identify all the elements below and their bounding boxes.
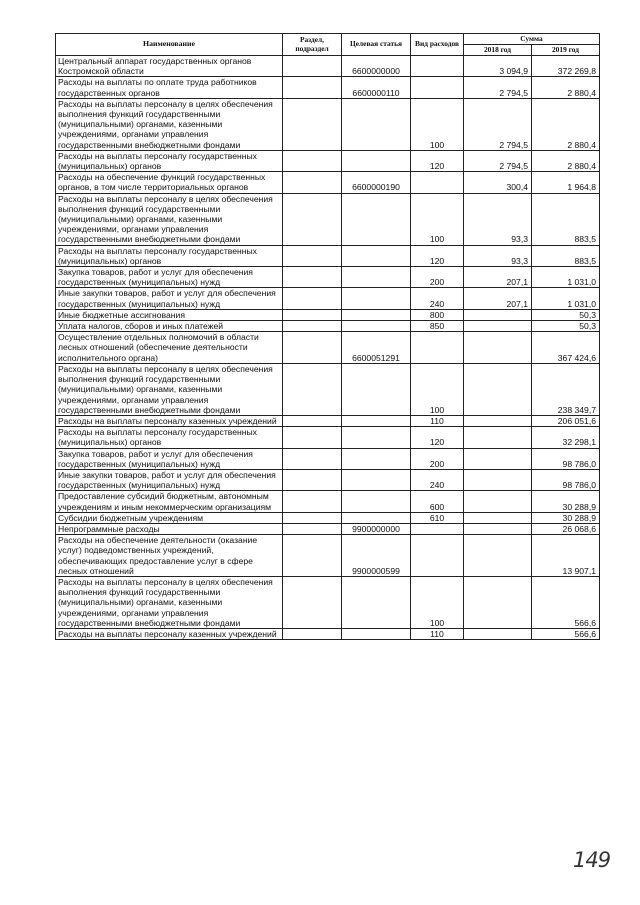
row-sum-2019: 566,6	[532, 628, 600, 639]
row-sum-2019: 238 349,7	[532, 363, 600, 415]
row-name: Расходы на выплаты персоналу государственных (муниципальных) органов	[56, 150, 283, 171]
row-section	[283, 512, 342, 523]
row-sum-2019: 206 051,6	[532, 415, 600, 426]
row-section	[283, 98, 342, 150]
row-sum-2018	[464, 415, 532, 426]
table-row	[56, 332, 600, 364]
row-name: Предоставление субсидий бюджетным, автономным учреждениям и иным некоммерческим организациям	[56, 491, 283, 512]
table-row	[56, 427, 600, 448]
row-name: Уплата налогов, сборов и иных платежей	[56, 321, 283, 332]
row-type: 100	[411, 98, 464, 150]
row-sum-2018	[464, 491, 532, 512]
row-section	[283, 150, 342, 171]
row-name: Центральный аппарат государственных органов Костромской области	[56, 56, 283, 77]
row-sum-2019: 566,6	[532, 576, 600, 628]
row-section	[283, 523, 342, 534]
header-sum: Сумма	[464, 34, 600, 45]
row-sum-2018: 93,3	[464, 245, 532, 266]
row-sum-2018: 207,1	[464, 288, 532, 309]
table-row	[56, 448, 600, 469]
row-article	[342, 491, 411, 512]
row-type	[411, 56, 464, 77]
row-name: Осуществление отдельных полномочий в области лесных отношений (обеспечение деятельности исполнительного органа)	[56, 332, 283, 364]
row-article	[342, 193, 411, 245]
row-type	[411, 523, 464, 534]
row-sum-2018	[464, 448, 532, 469]
row-article: 9900000599	[342, 535, 411, 577]
row-type: 110	[411, 628, 464, 639]
row-article: 6600000190	[342, 172, 411, 193]
row-sum-2018	[464, 309, 532, 320]
row-type: 600	[411, 491, 464, 512]
table-row	[56, 77, 600, 98]
row-name: Иные бюджетные ассигнования	[56, 309, 283, 320]
row-section	[283, 77, 342, 98]
table-row	[56, 512, 600, 523]
row-sum-2018	[464, 512, 532, 523]
row-sum-2018	[464, 469, 532, 490]
table-row	[56, 150, 600, 171]
row-article: 9900000000	[342, 523, 411, 534]
row-sum-2019: 98 786,0	[532, 448, 600, 469]
row-name: Расходы на выплаты персоналу в целях обеспечения выполнения функций государственными (муниципальными) органами, казенными учреждениями, органами управления государственными внебюджетными фондами	[56, 576, 283, 628]
row-type: 850	[411, 321, 464, 332]
header-year-2018: 2018 год	[464, 45, 532, 56]
row-article	[342, 321, 411, 332]
row-section	[283, 448, 342, 469]
row-name: Непрограммные расходы	[56, 523, 283, 534]
row-sum-2019: 50,3	[532, 321, 600, 332]
header-name: Наименование	[56, 34, 283, 56]
row-sum-2019: 98 786,0	[532, 469, 600, 490]
row-article	[342, 415, 411, 426]
row-section	[283, 332, 342, 364]
row-sum-2019: 2 880,4	[532, 150, 600, 171]
row-section	[283, 245, 342, 266]
row-article	[342, 576, 411, 628]
table-row	[56, 309, 600, 320]
row-section	[283, 535, 342, 577]
row-type: 200	[411, 448, 464, 469]
table-row	[56, 415, 600, 426]
row-name: Расходы на выплаты персоналу в целях обеспечения выполнения функций государственными (муниципальными) органами, казенными учреждениями, органами управления государственными внебюджетными фондами	[56, 363, 283, 415]
row-name: Расходы на выплаты персоналу в целях обеспечения выполнения функций государственными (муниципальными) органами, казенными учреждениями, органами управления государственными внебюджетными фондами	[56, 98, 283, 150]
row-sum-2018: 3 094,9	[464, 56, 532, 77]
row-sum-2018: 300,4	[464, 172, 532, 193]
row-article	[342, 427, 411, 448]
row-type: 610	[411, 512, 464, 523]
row-sum-2019: 2 880,4	[532, 98, 600, 150]
table-header	[56, 34, 600, 56]
row-section	[283, 415, 342, 426]
row-sum-2018	[464, 332, 532, 364]
row-section	[283, 172, 342, 193]
row-article: 6600000110	[342, 77, 411, 98]
row-section	[283, 628, 342, 639]
row-section	[283, 288, 342, 309]
row-sum-2019: 30 288,9	[532, 491, 600, 512]
row-article: 6600000000	[342, 56, 411, 77]
row-name: Иные закупки товаров, работ и услуг для обеспечения государственных (муниципальных) нужд	[56, 469, 283, 490]
table-row	[56, 491, 600, 512]
row-article	[342, 448, 411, 469]
row-type: 100	[411, 363, 464, 415]
row-type: 240	[411, 288, 464, 309]
row-type: 110	[411, 415, 464, 426]
row-sum-2018: 93,3	[464, 193, 532, 245]
row-type: 120	[411, 245, 464, 266]
row-article: 6600051291	[342, 332, 411, 364]
row-article	[342, 267, 411, 288]
row-sum-2019: 26 068,6	[532, 523, 600, 534]
row-sum-2018: 207,1	[464, 267, 532, 288]
row-article	[342, 628, 411, 639]
row-section	[283, 193, 342, 245]
row-type: 100	[411, 576, 464, 628]
row-name: Закупка товаров, работ и услуг для обеспечения государственных (муниципальных) нужд	[56, 448, 283, 469]
row-sum-2018	[464, 535, 532, 577]
page-number: 149	[573, 848, 611, 872]
row-type	[411, 332, 464, 364]
row-sum-2019: 50,3	[532, 309, 600, 320]
budget-table-sheet	[55, 33, 599, 640]
row-sum-2019: 13 907,1	[532, 535, 600, 577]
table-row	[56, 363, 600, 415]
row-sum-2019: 1 031,0	[532, 267, 600, 288]
table-row	[56, 576, 600, 628]
table-row	[56, 267, 600, 288]
row-name: Расходы на обеспечение функций государственных органов, в том числе территориальных органов	[56, 172, 283, 193]
row-type	[411, 172, 464, 193]
row-sum-2018: 2 794,5	[464, 77, 532, 98]
row-sum-2018	[464, 523, 532, 534]
table-row	[56, 523, 600, 534]
row-name: Расходы на выплаты по оплате труда работников государственных органов	[56, 77, 283, 98]
row-sum-2018: 2 794,5	[464, 98, 532, 150]
row-sum-2019: 883,5	[532, 245, 600, 266]
row-sum-2018	[464, 427, 532, 448]
row-name: Расходы на выплаты персоналу в целях обеспечения выполнения функций государственными (муниципальными) органами, казенными учреждениями, органами управления государственными внебюджетными фондами	[56, 193, 283, 245]
row-sum-2019: 1 964,8	[532, 172, 600, 193]
row-sum-2018	[464, 363, 532, 415]
row-section	[283, 309, 342, 320]
row-sum-2019: 1 031,0	[532, 288, 600, 309]
row-sum-2019: 2 880,4	[532, 77, 600, 98]
table-row	[56, 98, 600, 150]
row-sum-2018	[464, 576, 532, 628]
row-name: Расходы на обеспечение деятельности (оказание услуг) подведомственных учреждений, обеспечивающих предоставление услуг в сфере лесных отношений	[56, 535, 283, 577]
row-article	[342, 150, 411, 171]
row-sum-2018	[464, 628, 532, 639]
row-section	[283, 56, 342, 77]
table-row	[56, 193, 600, 245]
row-type	[411, 77, 464, 98]
row-sum-2019: 367 424,6	[532, 332, 600, 364]
row-name: Расходы на выплаты персоналу государственных (муниципальных) органов	[56, 245, 283, 266]
table-row	[56, 288, 600, 309]
row-section	[283, 267, 342, 288]
table-body	[56, 56, 600, 640]
row-sum-2019: 32 298,1	[532, 427, 600, 448]
row-name: Расходы на выплаты персоналу казенных учреждений	[56, 628, 283, 639]
table-row	[56, 56, 600, 77]
row-sum-2018: 2 794,5	[464, 150, 532, 171]
header-article: Целевая статья	[342, 34, 411, 56]
row-type: 200	[411, 267, 464, 288]
row-name: Расходы на выплаты персоналу казенных учреждений	[56, 415, 283, 426]
row-type: 800	[411, 309, 464, 320]
row-article	[342, 245, 411, 266]
row-name: Субсидии бюджетным учреждениям	[56, 512, 283, 523]
row-article	[342, 512, 411, 523]
table-row	[56, 321, 600, 332]
row-article	[342, 469, 411, 490]
row-section	[283, 469, 342, 490]
row-section	[283, 576, 342, 628]
row-section	[283, 321, 342, 332]
row-section	[283, 363, 342, 415]
row-type: 120	[411, 150, 464, 171]
row-name: Иные закупки товаров, работ и услуг для обеспечения государственных (муниципальных) нужд	[56, 288, 283, 309]
table-row	[56, 172, 600, 193]
row-sum-2019: 30 288,9	[532, 512, 600, 523]
table-row	[56, 469, 600, 490]
header-year-2019: 2019 год	[532, 45, 600, 56]
header-type: Вид расходов	[411, 34, 464, 56]
row-type: 240	[411, 469, 464, 490]
row-article	[342, 98, 411, 150]
row-sum-2019: 372 269,8	[532, 56, 600, 77]
row-type	[411, 535, 464, 577]
row-section	[283, 491, 342, 512]
budget-table	[55, 33, 600, 640]
row-section	[283, 427, 342, 448]
table-row	[56, 535, 600, 577]
row-article	[342, 363, 411, 415]
row-article	[342, 309, 411, 320]
row-article	[342, 288, 411, 309]
row-name: Закупка товаров, работ и услуг для обеспечения государственных (муниципальных) нужд	[56, 267, 283, 288]
row-sum-2019: 883,5	[532, 193, 600, 245]
row-sum-2018	[464, 321, 532, 332]
header-section: Раздел, подраздел	[283, 34, 342, 56]
row-type: 100	[411, 193, 464, 245]
row-type: 120	[411, 427, 464, 448]
table-row	[56, 628, 600, 639]
table-row	[56, 245, 600, 266]
row-name: Расходы на выплаты персоналу государственных (муниципальных) органов	[56, 427, 283, 448]
